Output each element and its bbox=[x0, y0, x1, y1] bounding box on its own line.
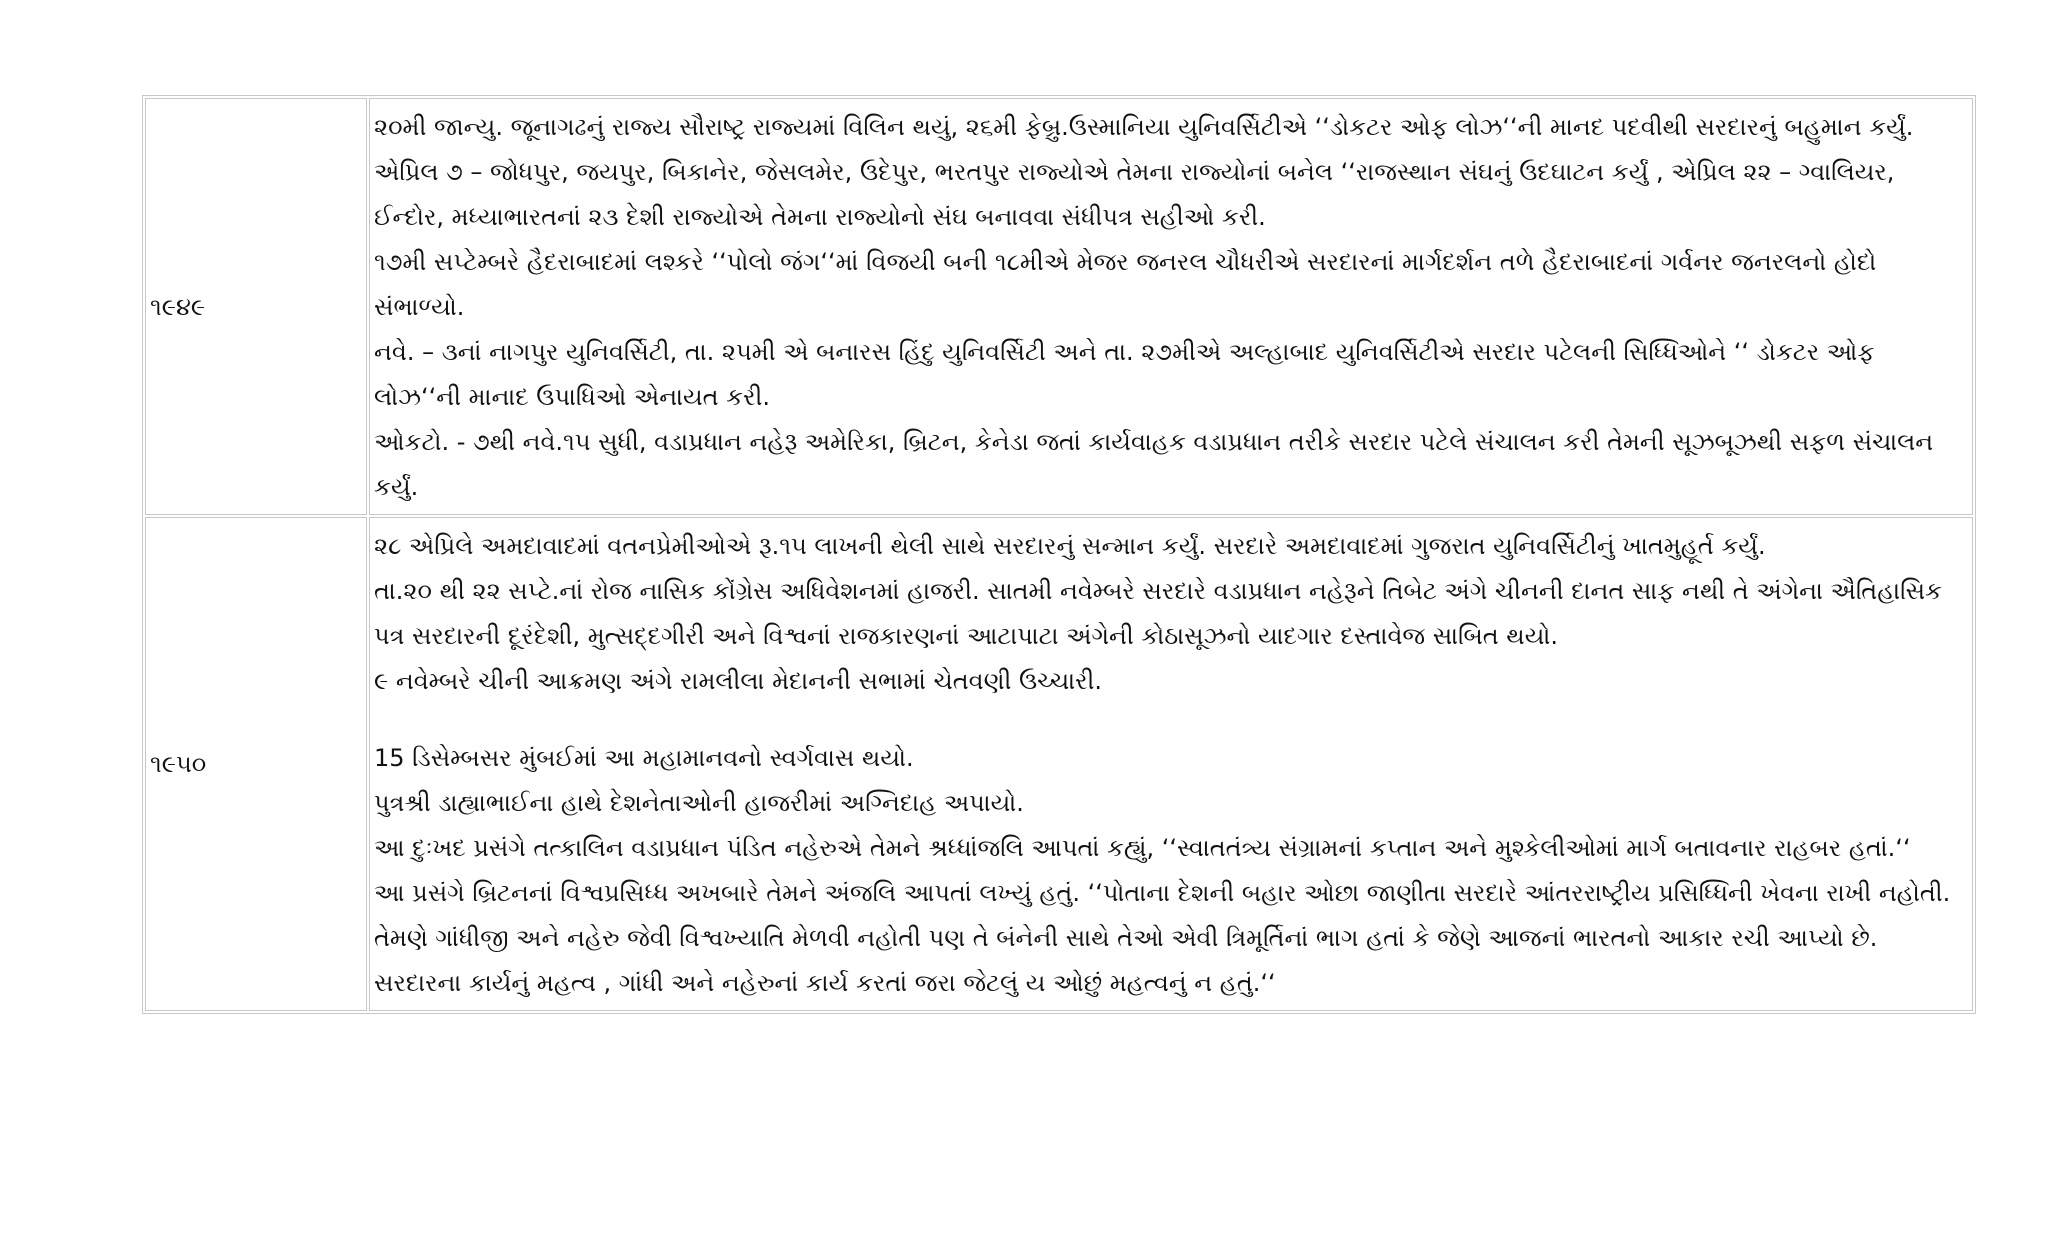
event-paragraph: ૨૦મી જાન્યુ. જૂનાગઢનું રાજ્ય સૌરાષ્ટ્ર રાજ્યમાં વિલિન થયું, ૨૬મી ફેબ્રુ.ઉસ્માનિયા યુનિવર્સિટીએ ‘‘ડોકટર ઓફ લોઝ‘‘ની માનદ પદવીથી સરદારનું બહુમાન કર્યું. bbox=[374, 113, 1914, 141]
event-paragraph: આ પ્રસંગે બ્રિટનનાં વિશ્વપ્રસિધ્ધ અખબારે તેમને અંજલિ આપતાં લખ્યું હતું. ‘‘પોતાના દેશની બહાર ઓછા જાણીતા સરદારે આંતરરાષ્ટ્રીય પ્રસિધ્ધિની ખેવના રાખી નહોતી. તેમણે ગાંધીજી અને નહેરુ જેવી વિશ્વખ્યાતિ મેળવી નહોતી પણ તે બંનેની સાથે તેઓ એવી ત્રિમૂર્તિનાં ભાગ હતાં કે જેણે આજનાં ભારતનો આકાર રચી આપ્યો છે. સરદારના કાર્યનું મહત્વ , ગાંધી અને નહેરુનાં કાર્ય કરતાં જરા જેટલું ય ઓછું મહત્વનું ન હતું.‘‘ bbox=[374, 879, 1951, 997]
events-cell bbox=[369, 517, 1973, 1011]
table-row-1949 bbox=[145, 98, 1973, 515]
table-row-1950 bbox=[145, 517, 1973, 1011]
events-cell bbox=[369, 98, 1973, 515]
event-paragraph: ૯ નવેમ્બરે ચીની આક્રમણ અંગે રામલીલા મેદાનની સભામાં ચેતવણી ઉચ્ચારી. bbox=[374, 667, 1103, 695]
timeline-table bbox=[142, 95, 1976, 1014]
event-paragraph: એપ્રિલ ૭ – જોધપુર, જયપુર, બિકાનેર, જેસલમેર, ઉદેપુર, ભરતપુર રાજ્યોએ તેમના રાજ્યોનાં બનેલ ‘‘રાજસ્થાન સંઘનું ઉદઘાટન કર્યું , એપ્રિલ ૨૨ – ગ્વાલિયર, ઈન્દોર, મધ્યાભારતનાં ૨૩ દેશી રાજ્યોએ તેમના રાજ્યોનો સંઘ બનાવવા સંધીપત્ર સહીઓ કરી. bbox=[374, 158, 1895, 231]
event-paragraph: ઓકટો. - ૭થી નવે.૧૫ સુધી, વડાપ્રધાન નહેરૂ અમેરિકા, બ્રિટન, કેનેડા જતાં કાર્યવાહક વડાપ્રધાન તરીકે સરદાર પટેલે સંચાલન કરી તેમની સૂઝબૂઝથી સફળ સંચાલન કર્યું. bbox=[374, 428, 1934, 501]
event-paragraph: આ દુઃખદ પ્રસંગે તત્કાલિન વડાપ્રધાન પંડિત નહેરુએ તેમને શ્રધ્ધાંજલિ આપતાં કહ્યું, ‘‘સ્વાતતંત્ર્ય સંગ્રામનાં કપ્તાન અને મુશ્કેલીઓમાં માર્ગ બતાવનાર રાહબર હતાં.‘‘ bbox=[374, 834, 1911, 862]
year-cell: ૧૯૫૦ bbox=[145, 517, 367, 1011]
event-paragraph: નવે. – ૩નાં નાગપુર યુનિવર્સિટી, તા. ૨૫મી એ બનારસ હિંદુ યુનિવર્સિટી અને તા. ૨૭મીએ અલ્હાબાદ યુનિવર્સિટીએ સરદાર પટેલની સિધ્ધિઓને ‘‘ ડોકટર ઓફ લોઝ‘‘ની માનાદ ઉપાધિઓ એનાયત કરી. bbox=[374, 338, 1875, 411]
event-paragraph: તા.૨૦ થી ૨૨ સપ્ટે.નાં રોજ નાસિક કોંગ્રેસ અધિવેશનમાં હાજરી. સાતમી નવેમ્બરે સરદારે વડાપ્રધાન નહેરૂને તિબેટ અંગે ચીનની દાનત સાફ નથી તે અંગેના ઐતિહાસિક પત્ર સરદારની દૂરંદેશી, મુત્સદ્દગીરી અને વિશ્વનાં રાજકારણનાં આટાપાટા અંગેની કોઠાસૂઝનો યાદગાર દસ્તાવેજ સાબિત થયો. bbox=[374, 577, 1942, 650]
event-paragraph: 15 ડિસેમ્બસર મુંબઈમાં આ મહામાનવનો સ્વર્ગવાસ થયો. bbox=[374, 744, 914, 772]
event-paragraph: ૨૮ એપ્રિલે અમદાવાદમાં વતનપ્રેમીઓએ રૂ.૧૫ લાખની થેલી સાથે સરદારનું સન્માન કર્યું. સરદારે અમદાવાદમાં ગુજરાત યુનિવર્સિટીનું ખાતમુહૂર્ત કર્યું. bbox=[374, 532, 1766, 560]
event-paragraph: પુત્રશ્રી ડાહ્યાભાઈના હાથે દેશનેતાઓની હાજરીમાં અગ્નિદાહ અપાયો. bbox=[374, 789, 1024, 817]
year-cell: ૧૯૪૯ bbox=[145, 98, 367, 515]
event-paragraph: ૧૭મી સપ્ટેમ્બરે હૈદરાબાદમાં લશ્કરે ‘‘પોલો જંગ‘‘માં વિજયી બની ૧૮મીએ મેજર જનરલ ચૌધરીએ સરદારનાં માર્ગદર્શન તળે હૈદરાબાદનાં ગર્વનર જનરલનો હોદો સંભાળ્યો. bbox=[374, 248, 1877, 321]
